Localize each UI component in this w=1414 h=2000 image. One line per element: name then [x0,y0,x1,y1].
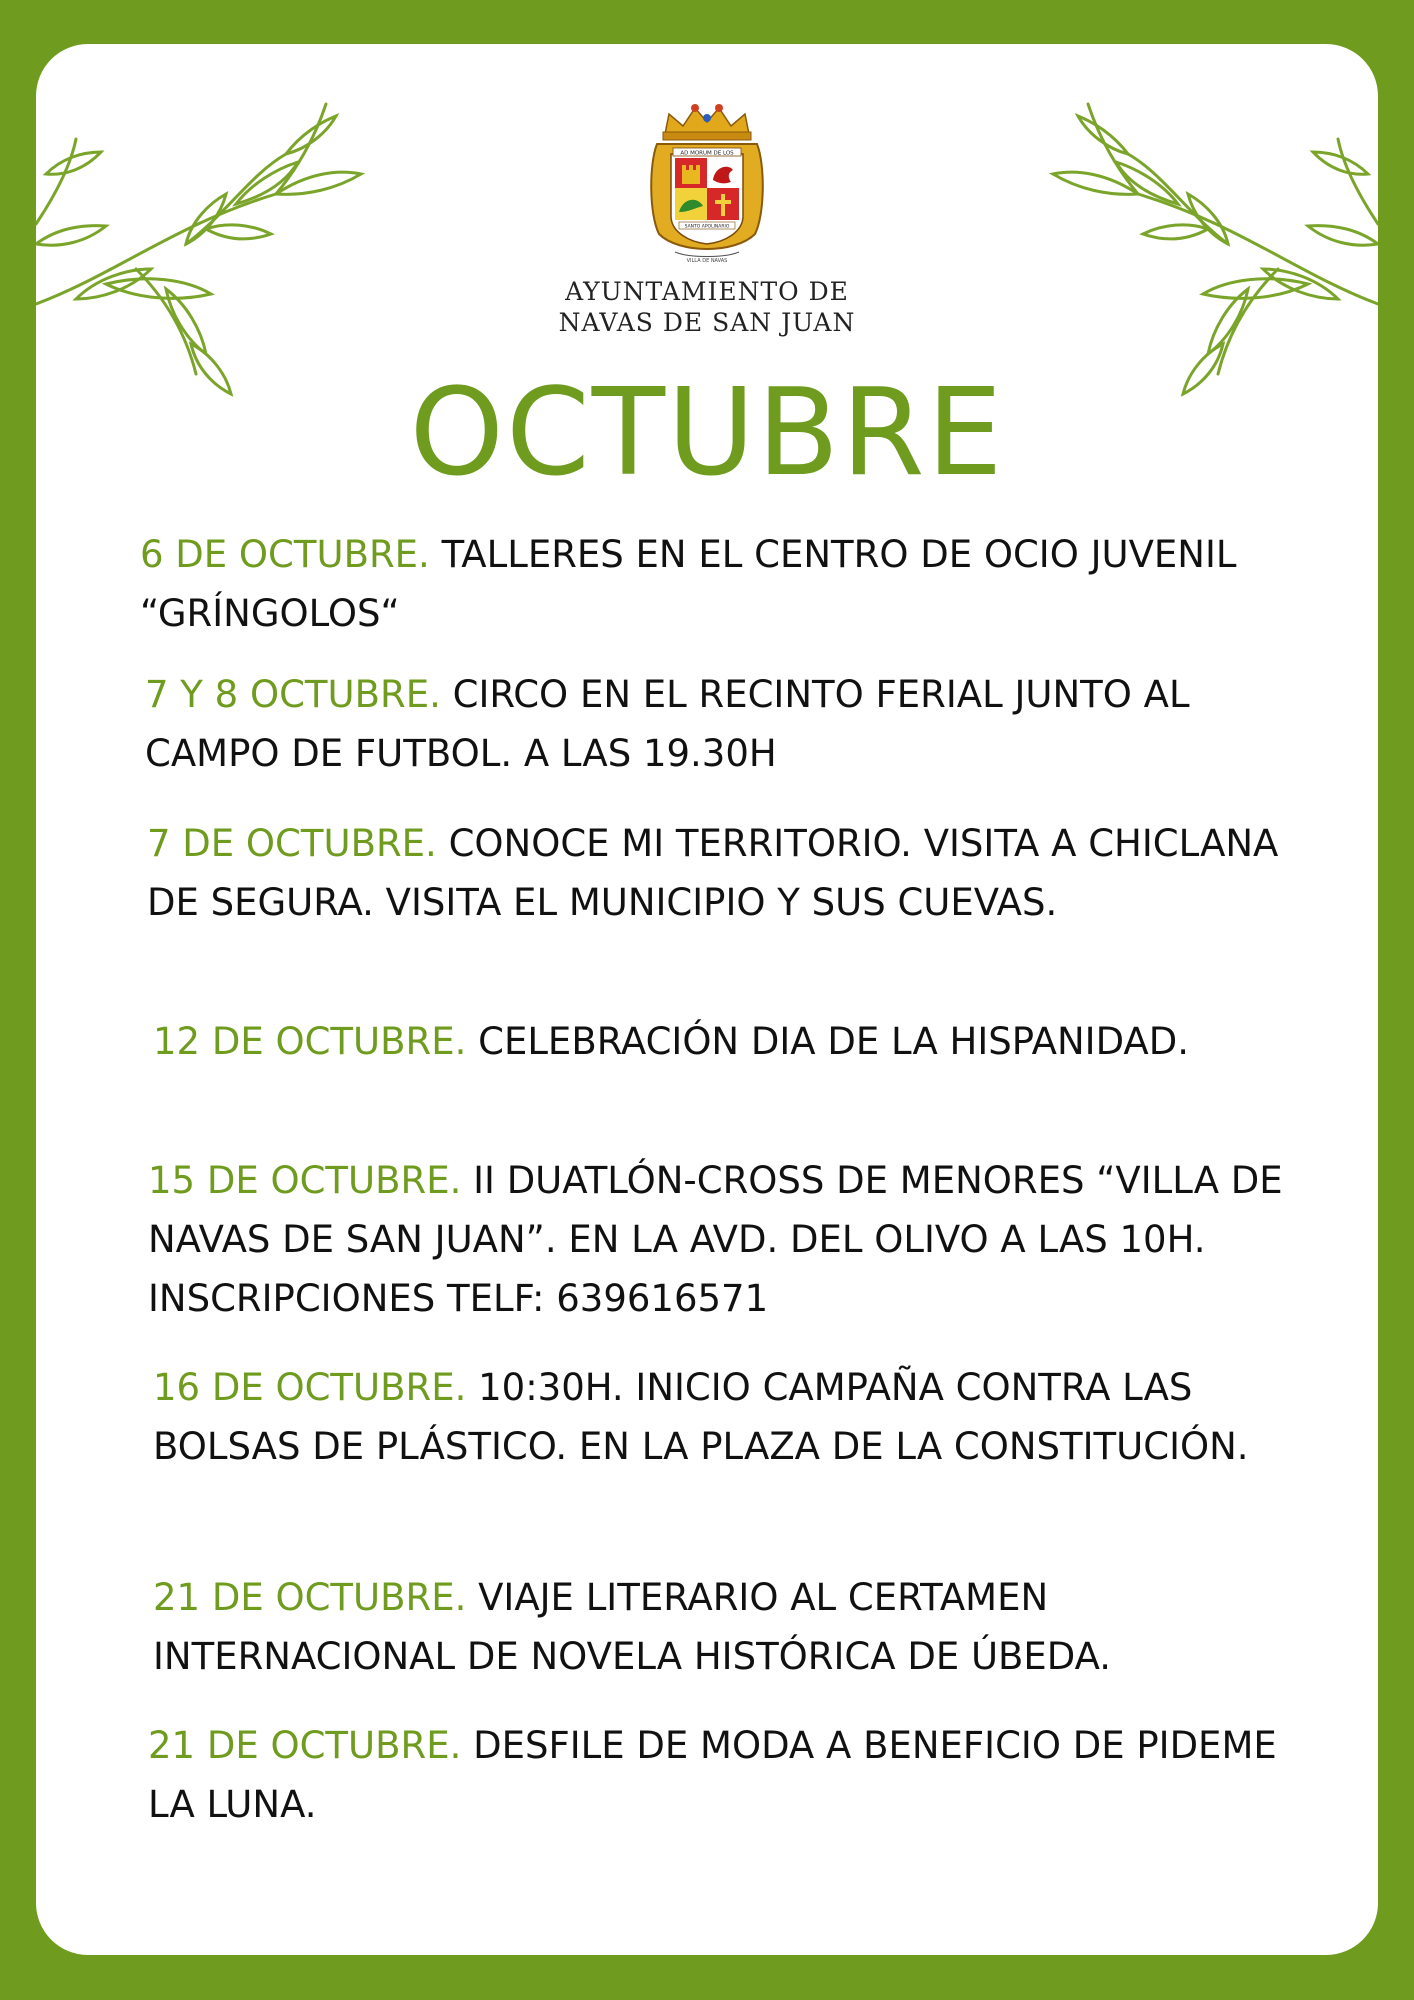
event-date: 16 DE OCTUBRE. [153,1366,467,1409]
poster-card [36,44,1378,1955]
event-text: DESFILE DE MODA A BENEFICIO DE PIDEME LA LUNA. [148,1724,1277,1826]
event-text: TALLERES EN EL CENTRO DE OCIO JUVENIL “GRÍNGOLOS“ [140,533,1237,635]
event-item-5 [148,1151,1298,1328]
event-date: 7 Y 8 OCTUBRE. [145,673,441,716]
coat-of-arms-icon [649,104,765,264]
event-date: 7 DE OCTUBRE. [147,822,437,865]
event-item-2 [145,665,1295,783]
org-line-2: NAVAS DE SAN JUAN [558,308,856,337]
event-date: 21 DE OCTUBRE. [153,1576,467,1619]
event-date: 21 DE OCTUBRE. [148,1724,462,1767]
event-item-8 [148,1716,1298,1834]
event-item-7 [153,1568,1303,1686]
event-date: 15 DE OCTUBRE. [148,1159,462,1202]
event-date: 6 DE OCTUBRE. [140,533,430,576]
leaf-branch-left-icon [36,44,366,404]
event-item-6 [153,1358,1303,1476]
crest-ribbon-text: VILLA DE NAVAS [686,258,728,264]
event-item-1 [140,525,1290,643]
crest-motto-text: AD MORUM DE LOS [680,150,734,157]
event-date: 12 DE OCTUBRE. [153,1020,467,1063]
leaf-branch-right-icon [1048,44,1378,404]
event-text: CIRCO EN EL RECINTO FERIAL JUNTO AL CAMPO DE FUTBOL. A LAS 19.30H [145,673,1190,775]
event-text: II DUATLÓN-CROSS DE MENORES “VILLA DE NAVAS DE SAN JUAN”. EN LA AVD. DEL OLIVO A LAS 10H. INSCRIPCIONES TELF: 639616571 [148,1159,1283,1320]
event-item-4 [153,1012,1303,1071]
event-text: VIAJE LITERARIO AL CERTAMEN INTERNACIONAL DE NOVELA HISTÓRICA DE ÚBEDA. [153,1576,1112,1678]
month-title: OCTUBRE [409,364,1005,503]
organization-name [36,276,1378,338]
event-text: CELEBRACIÓN DIA DE LA HISPANIDAD. [478,1020,1189,1063]
event-text: CONOCE MI TERRITORIO. VISITA A CHICLANA DE SEGURA. VISITA EL MUNICIPIO Y SUS CUEVAS. [147,822,1279,924]
event-text: 10:30H. INICIO CAMPAÑA CONTRA LAS BOLSAS DE PLÁSTICO. EN LA PLAZA DE LA CONSTITUCIÓN. [153,1366,1249,1468]
org-line-1: AYUNTAMIENTO DE [565,277,849,306]
crest-banner-text: SANTO APOLINARIO [684,224,730,230]
event-item-3 [147,814,1297,932]
